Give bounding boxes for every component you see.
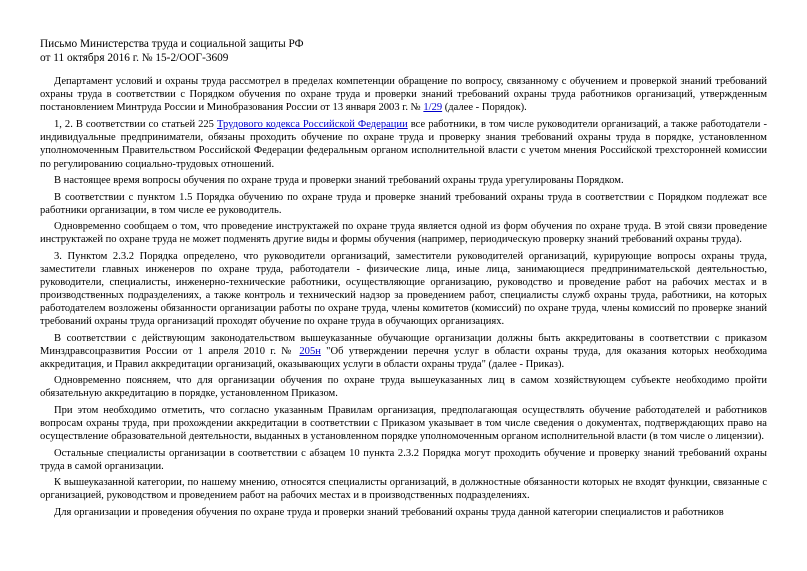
paragraph-other-specialists: Остальные специалисты организации в соответствии с абзацем 10 пункта 2.3.2 Порядка могут проходить обучение и проверку знаний требований охраны труда в самой организации. [40,447,767,472]
letter-title: Письмо Министерства труда и социальной защиты РФ [40,38,304,50]
paragraph-current-regulation: В настоящее время вопросы обучения по охране труда и проверки знаний требований охраны труда урегулированы Порядком. [54,175,624,187]
paragraph-clause-2-3-2: 3. Пунктом 2.3.2 Порядка определено, что руководители организаций, заместители руководителей организаций, курирующие вопросы охраны труда, заместители главных инженеров по охране труда, работодатели - физические лица, иные лица, занимающиеся предпринимательской деятельностью, руководители, специалисты, инженерно-технические работники, осуществляющие организацию, руководство и проведение работ на рабочих местах и в производственных подразделениях, а также контроль и технический надзор за проведением работ, специалисты служб охраны труда, работники, на которых работодателем возложены обязанности организации работы по охране труда, члены комитетов (комиссий) по охране труда, члены комиссий по проверке знаний требований охраны труда организаций проходят обучение по охране труда в обучающих организациях. [40,250,767,328]
paragraph-text: все работники, в том числе руководители организаций, а также работодатели - индивидуальные предприниматели, обязаны проходить обучение по охране труда и проверку знания требований охраны труда в порядке, установленном уполномоченным Правительством Российской Федерации федеральным органом исполнительной власти с учетом мнения Российской трехсторонней комиссии по регулированию социально-трудовых отношений. [40,119,767,170]
paragraph-text: 1, 2. В соответствии со статьей 225 [54,119,217,131]
paragraph-text: В соответствии с действующим законодательством вышеуказанные обучающие организации должны быть аккредитованы в соответствии с приказом Минздравсоцразвития России от 1 апреля 2010 г. № [40,332,767,357]
paragraph-mandatory-accreditation: Одновременно поясняем, что для организации обучения по охране труда вышеуказанных лиц в самом хозяйствующем субъекте необходимо пройти обязательную аккредитацию в порядке, установленном Приказом. [40,375,767,400]
paragraph-briefings: Одновременно сообщаем о том, что проведение инструктажей по охране труда является одной из форм обучения по охране труда. В этой связи проведение инструктажей по охране труда не может подменять другие виды и формы обучения (например, периодическую проверку знаний требований охраны труда). [40,221,767,246]
paragraph-intro [40,75,767,114]
paragraph-text: (далее - Порядок). [442,102,527,114]
paragraph-category: К вышеуказанной категории, по нашему мнению, относятся специалисты организаций, в должностные обязанности которых не входят функции, связанные с организацией, руководством и проведением работ на рабочих местах и в производственных подразделениях. [40,477,767,502]
letter-date-number: от 11 октября 2016 г. № 15-2/ООГ-3609 [40,51,229,64]
paragraph-training-organization: Для организации и проведения обучения по охране труда и проверки знаний требований охраны труда данной категории специалистов и работников [54,506,724,518]
paragraph-license-info: При этом необходимо отметить, что согласно указанным Правилам организация, предполагающая осуществлять обучение работодателей и работников вопросам охраны труда, при прохождении аккредитации в соответствии с Приказом указывает в том числе сведения о документах, подтверждающих право на осуществление образовательной деятельности, выданных в установленном порядке уполномоченным органом исполнительной власти (в том числе о лицензии). [40,404,767,443]
paragraph-accreditation [40,332,767,371]
paragraph-text: "Об утверждении перечня услуг в области охраны труда, для оказания которых необходима аккредитация, и Правил аккредитации организаций, оказывающих услуги в области охраны труда" (далее - Приказ). [40,345,767,370]
paragraph-text: Департамент условий и охраны труда рассмотрел в пределах компетенции обращение по вопросу, связанному с обучением и проверкой знаний требований охраны труда в соответствии с Порядком обучения по охране труда и проверки знаний требований охраны труда работников организаций, утвержденным постановлением Минтруда России и Минобразования России от 13 января 2003 г. № [40,76,767,114]
paragraph-clause-1-5: В соответствии с пунктом 1.5 Порядка обучению по охране труда и проверке знаний требований охраны труда в соответствии с Порядком подлежат все работники организации, в том числе ее руководитель. [40,191,767,216]
paragraph-labor-code [40,118,767,170]
document-header [40,38,767,65]
order-1-29-link[interactable]: 1/29 [423,102,443,114]
labor-code-link[interactable]: Трудового кодекса Российской Федерации [216,119,408,131]
order-205n-link[interactable]: 205н [299,345,321,357]
